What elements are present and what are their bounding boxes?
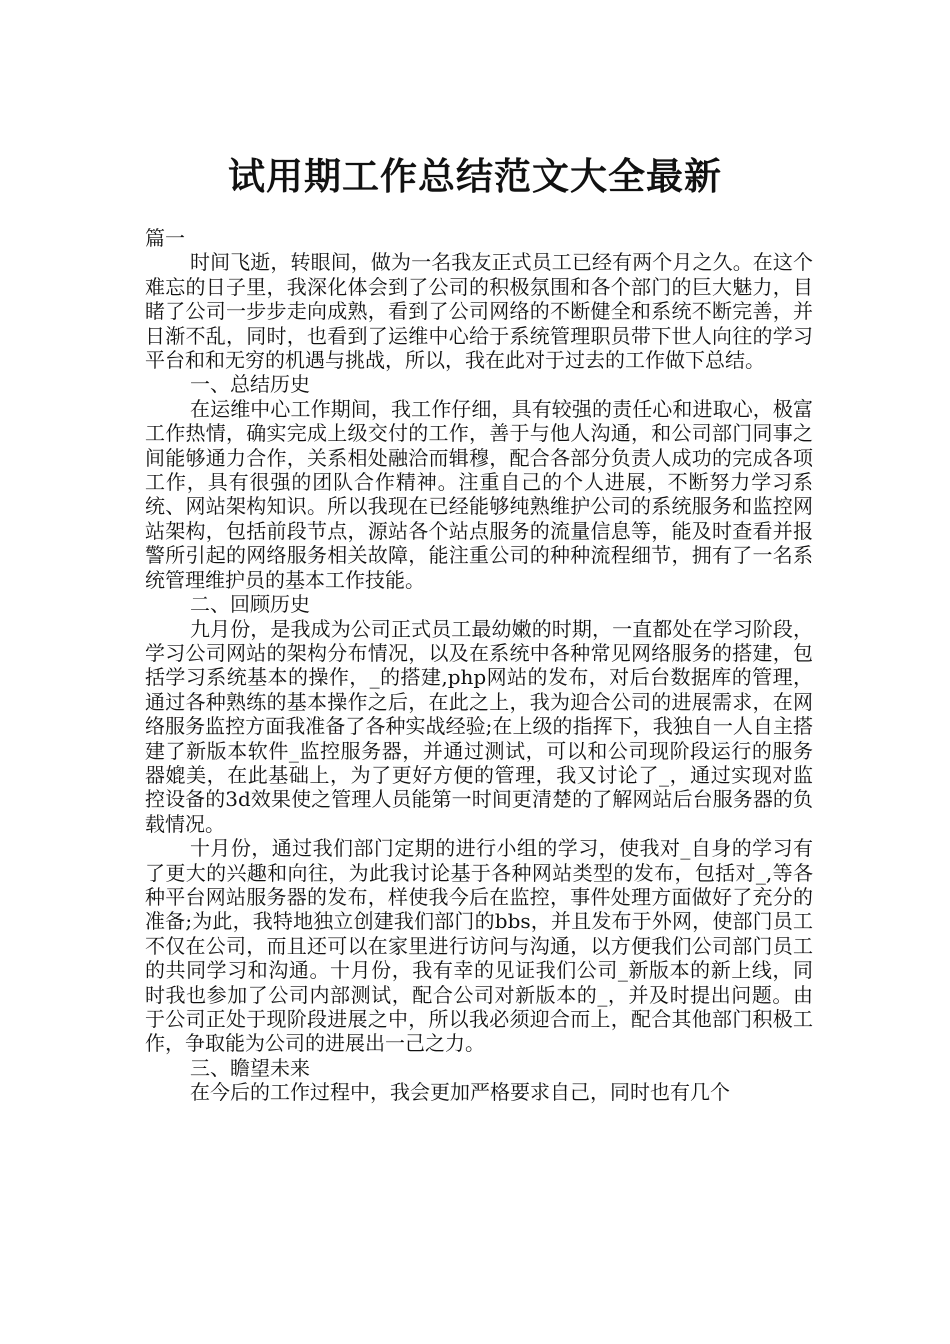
document-body	[145, 226, 813, 1105]
paragraph-intro: 时间飞逝，转眼间，做为一名我友正式员工已经有两个月之久。在这个难忘的日子里，我深化体会到了公司的积极氛围和各个部门的巨大魅力，目睹了公司一步步走向成熟，看到了公司网络的不断健全和系统不断完善，并日渐不乱，同时，也看到了运维中心给于系统管理职员带下世人向往的学习平台和和无穷的机遇与挑战，所以，我在此对于过去的工作做下总结。	[145, 250, 813, 373]
paragraph-summary-history: 在运维中心工作期间，我工作仔细，具有较强的责任心和进取心，极富工作热情，确实完成上级交付的工作，善于与他人沟通，和公司部门同事之间能够通力合作，关系相处融洽而辑穆，配合各部分负责人成功的完成各项工作，具有很强的团队合作精神。注重自己的个人进展，不断努力学习系统、网站架构知识。所以我现在已经能够纯熟维护公司的系统服务和监控网站架构，包括前段节点，源站各个站点服务的流量信息等，能及时查看并报警所引起的网络服务相关故障，能注重公司的种种流程细节，拥有了一名系统管理维护员的基本工作技能。	[145, 396, 813, 592]
paragraph-october: 十月份，通过我们部门定期的进行小组的学习，使我对_自身的学习有了更大的兴趣和向往，为此我讨论基于各种网站类型的发布，包括对_,等各种平台网站服务器的发布，样使我今后在监控，事件处理方面做好了充分的准备;为此，我特地独立创建我们部门的bbs，并且发布于外网，使部门员工不仅在公司，而且还可以在家里进行访问与沟通，以方便我们公司部门员工的共同学习和沟通。十月份，我有幸的见证我们公司_新版本的新上线，同时我也参加了公司内部测试，配合公司对新版本的_，并及时提出问题。由于公司正处于现阶段进展之中，所以我必须迎合而上，配合其他部门积极工作，争取能为公司的进展出一己之力。	[145, 836, 813, 1056]
section-label: 篇一	[145, 226, 185, 250]
heading-future-outlook: 三、瞻望未来	[190, 1055, 310, 1080]
paragraph-future: 在今后的工作过程中，我会更加严格要求自己，同时也有几个	[190, 1080, 730, 1105]
page-title: 试用期工作总结范文大全最新	[228, 154, 722, 198]
heading-review-history: 二、回顾历史	[190, 592, 310, 617]
paragraph-september: 九月份，是我成为公司正式员工最幼嫩的时期，一直都处在学习阶段，学习公司网站的架构分布情况，以及在系统中各种常见网络服务的搭建，包括学习系统基本的操作，_的搭建,php网站的发布，对后台数据库的管理，通过各种熟练的基本操作之后，在此之上，我为迎合公司的进展需求，在网络服务监控方面我准备了各种实战经验;在上级的指挥下，我独自一人自主搭建了新版本软件_监控服务器，并通过测试，可以和公司现阶段运行的服务器媲美，在此基础上，为了更好方便的管理，我又讨论了_，通过实现对监控设备的3d效果使之管理人员能第一时间更清楚的了解网站后台服务器的负载情况。	[145, 616, 813, 836]
heading-summary-history: 一、总结历史	[190, 372, 310, 397]
